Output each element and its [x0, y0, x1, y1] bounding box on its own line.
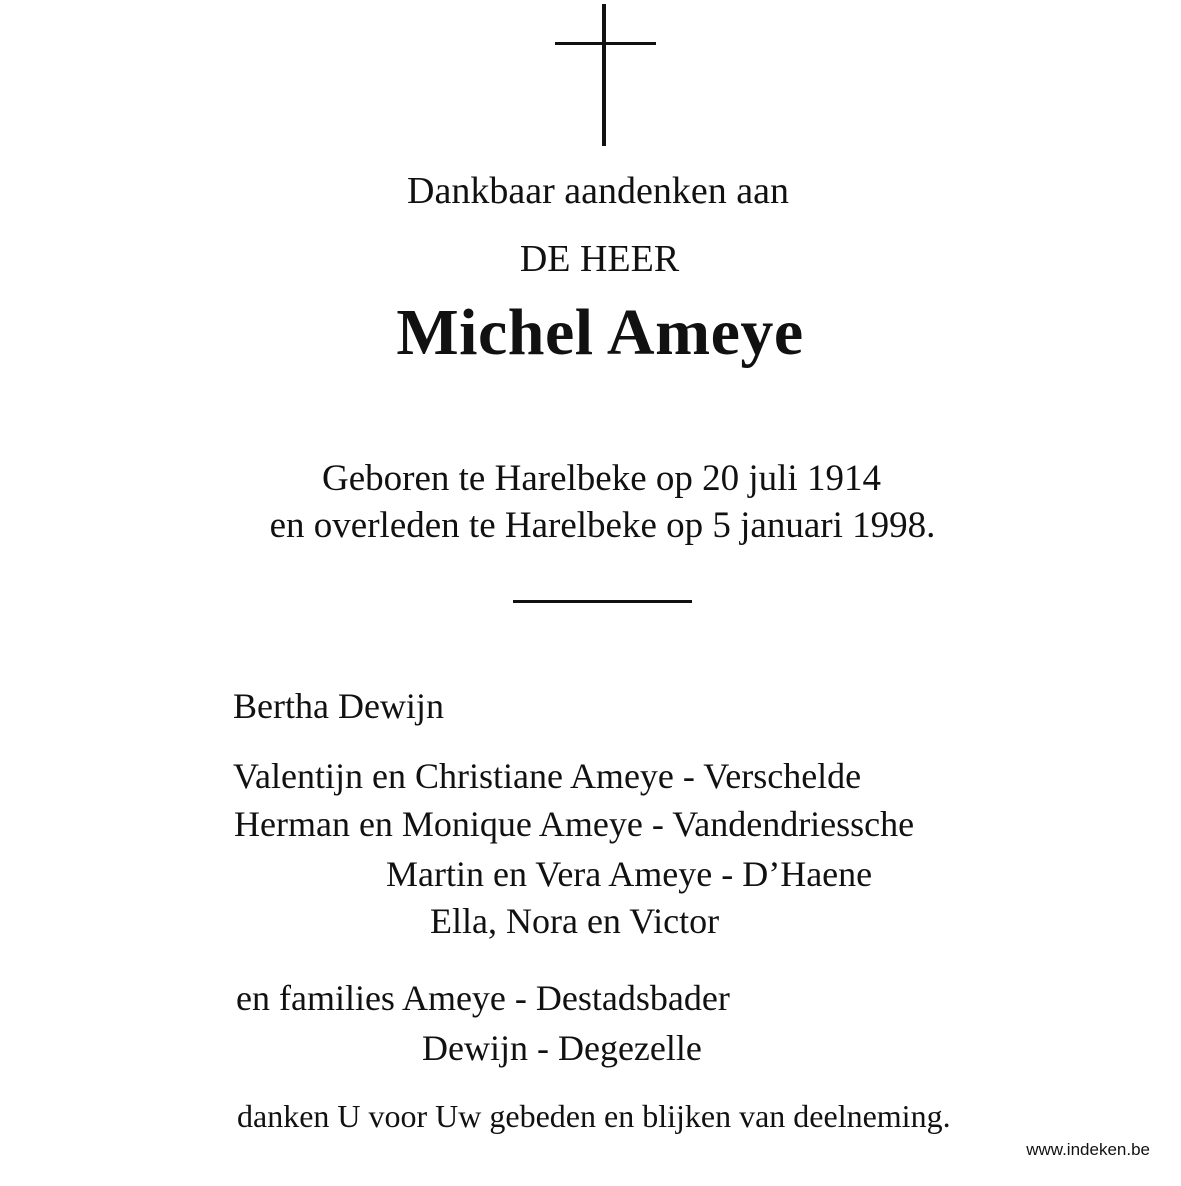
divider	[513, 600, 692, 603]
cross-horizontal-bar	[555, 42, 656, 45]
family-line: Martin en Vera Ameye - D’Haene	[386, 854, 873, 894]
thanks-text: danken U voor Uw gebeden en blijken van deelneming.	[237, 1098, 951, 1134]
intro-text: Dankbaar aandenken aan	[407, 170, 789, 212]
family-line: Herman en Monique Ameye - Vandendriessche	[234, 804, 915, 844]
family-line: en families Ameye - Destadsbader	[236, 978, 730, 1018]
deceased-name: Michel Ameye	[396, 296, 804, 369]
family-line: Valentijn en Christiane Ameye - Verschelde	[233, 756, 862, 796]
family-line: Bertha Dewijn	[233, 686, 444, 726]
family-line: Ella, Nora en Victor	[430, 901, 720, 941]
honorific-title: DE HEER	[519, 238, 680, 280]
death-line: en overleden te Harelbeke op 5 januari 1998.	[269, 505, 936, 546]
website-watermark: www.indeken.be	[1026, 1140, 1150, 1159]
birth-line: Geboren te Harelbeke op 20 juli 1914	[322, 458, 881, 499]
cross-vertical-bar	[602, 4, 606, 146]
family-line: Dewijn - Degezelle	[422, 1028, 702, 1068]
